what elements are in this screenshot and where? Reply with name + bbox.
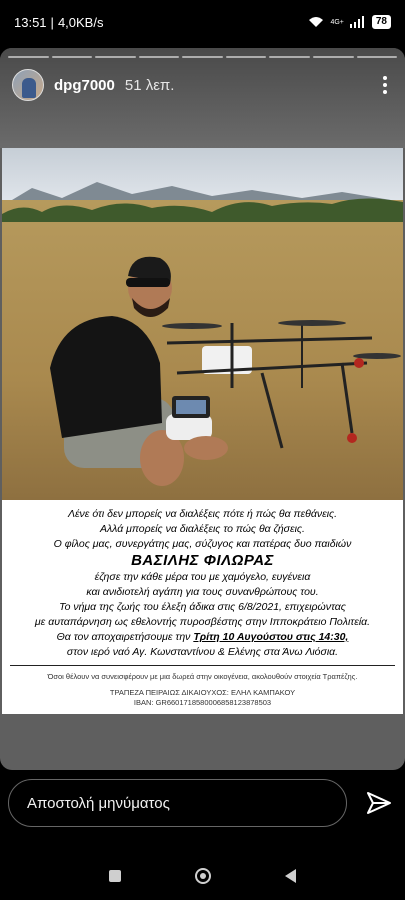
username[interactable]: dpg7000 [54, 76, 115, 94]
progress-segment [226, 56, 267, 58]
notice-line: Ο φίλος μας, συνεργάτης μας, σύζυγος και πατέρας δυο παιδιών [53, 538, 352, 550]
time-ago: 51 λεπ. [124, 76, 175, 94]
story-photo [2, 148, 403, 500]
pilot-with-drone [2, 148, 403, 500]
farewell-line [2, 630, 403, 645]
progress-segment [52, 56, 93, 58]
story-header [12, 68, 393, 102]
iban: IBAN: GR6601718580006858123878503 [133, 698, 272, 707]
wifi-icon [308, 16, 324, 28]
triangle-back-icon[interactable] [285, 869, 296, 883]
reply-input[interactable] [8, 779, 347, 827]
battery-indicator: 78 [372, 15, 391, 29]
reply-placeholder: Αποστολή μηνύματος [27, 794, 170, 812]
progress-segment [357, 56, 398, 58]
notice-line: Το νήμα της ζωής του έλεξη άδικα στις 6/8/2021, επιχειρώντας [59, 601, 346, 613]
farewell-prefix: Θα τον αποχαιρετήσουμε την [56, 631, 194, 643]
memorial-notice [2, 500, 403, 714]
network-type: 4G+ [330, 18, 344, 26]
status-right [308, 15, 391, 29]
send-icon[interactable] [364, 788, 394, 818]
divider [10, 665, 395, 666]
signal-icon [350, 16, 366, 28]
farewell-date: Τρίτη 10 Αυγούστου στις 14:30, [193, 631, 349, 643]
square-icon[interactable] [109, 870, 121, 882]
notice-line: Λένε ότι δεν μπορείς να διαλέξεις πότε ή πώς θα πεθάνεις. [67, 508, 338, 520]
circle-icon[interactable] [195, 868, 211, 884]
notice-text [2, 500, 403, 660]
donation-note: Όσοι θέλουν να συνεισφέρουν με μια δωρεά στην οικογένεια, ακολουθούν στοιχεία Τραπέζης. [47, 672, 358, 681]
notice-line: με αυταπάρνηση ως εθελοντής πυροσβέστης στην Ιπποκράτειο Πολιτεία. [34, 616, 371, 628]
clock: 13:51 [14, 14, 47, 30]
farewell-place: στον ιερό ναό Αγ. Κωνσταντίνου & Ελένης στα Άνω Λιόσια. [66, 646, 339, 658]
status-left [14, 15, 308, 30]
progress-segment [182, 56, 223, 58]
status-bar [0, 0, 405, 44]
more-vert-icon[interactable] [377, 76, 393, 94]
avatar[interactable] [12, 69, 44, 101]
story-viewer[interactable] [0, 48, 405, 770]
progress-segment [313, 56, 354, 58]
notice-name: ΒΑΣΙΛΗΣ ΦΙΛΩΡΑΣ [131, 552, 274, 569]
story-progress [8, 56, 397, 58]
progress-segment [8, 56, 49, 58]
system-nav-bar [0, 852, 405, 900]
bank-line: ΤΡΑΠΕΖΑ ΠΕΙΡΑΙΩΣ ΔΙΚΑΙΟΥΧΟΣ: ΕΛΗΛ ΚΑΜΠΑΚΟΥ [109, 688, 296, 697]
notice-line: έζησε την κάθε μέρα του με χαμόγελο, ευγένεια [94, 571, 311, 583]
notice-line: και ανιδιοτελή αγάπη για τους συνανθρώπους του. [86, 586, 319, 598]
separator: | [50, 14, 54, 30]
progress-segment [95, 56, 136, 58]
progress-segment [139, 56, 180, 58]
progress-segment [269, 56, 310, 58]
network-speed: 4,0KB/s [57, 14, 104, 30]
notice-line: Αλλά μπορείς να διαλέξεις το πώς θα ζήσεις. [100, 523, 305, 535]
